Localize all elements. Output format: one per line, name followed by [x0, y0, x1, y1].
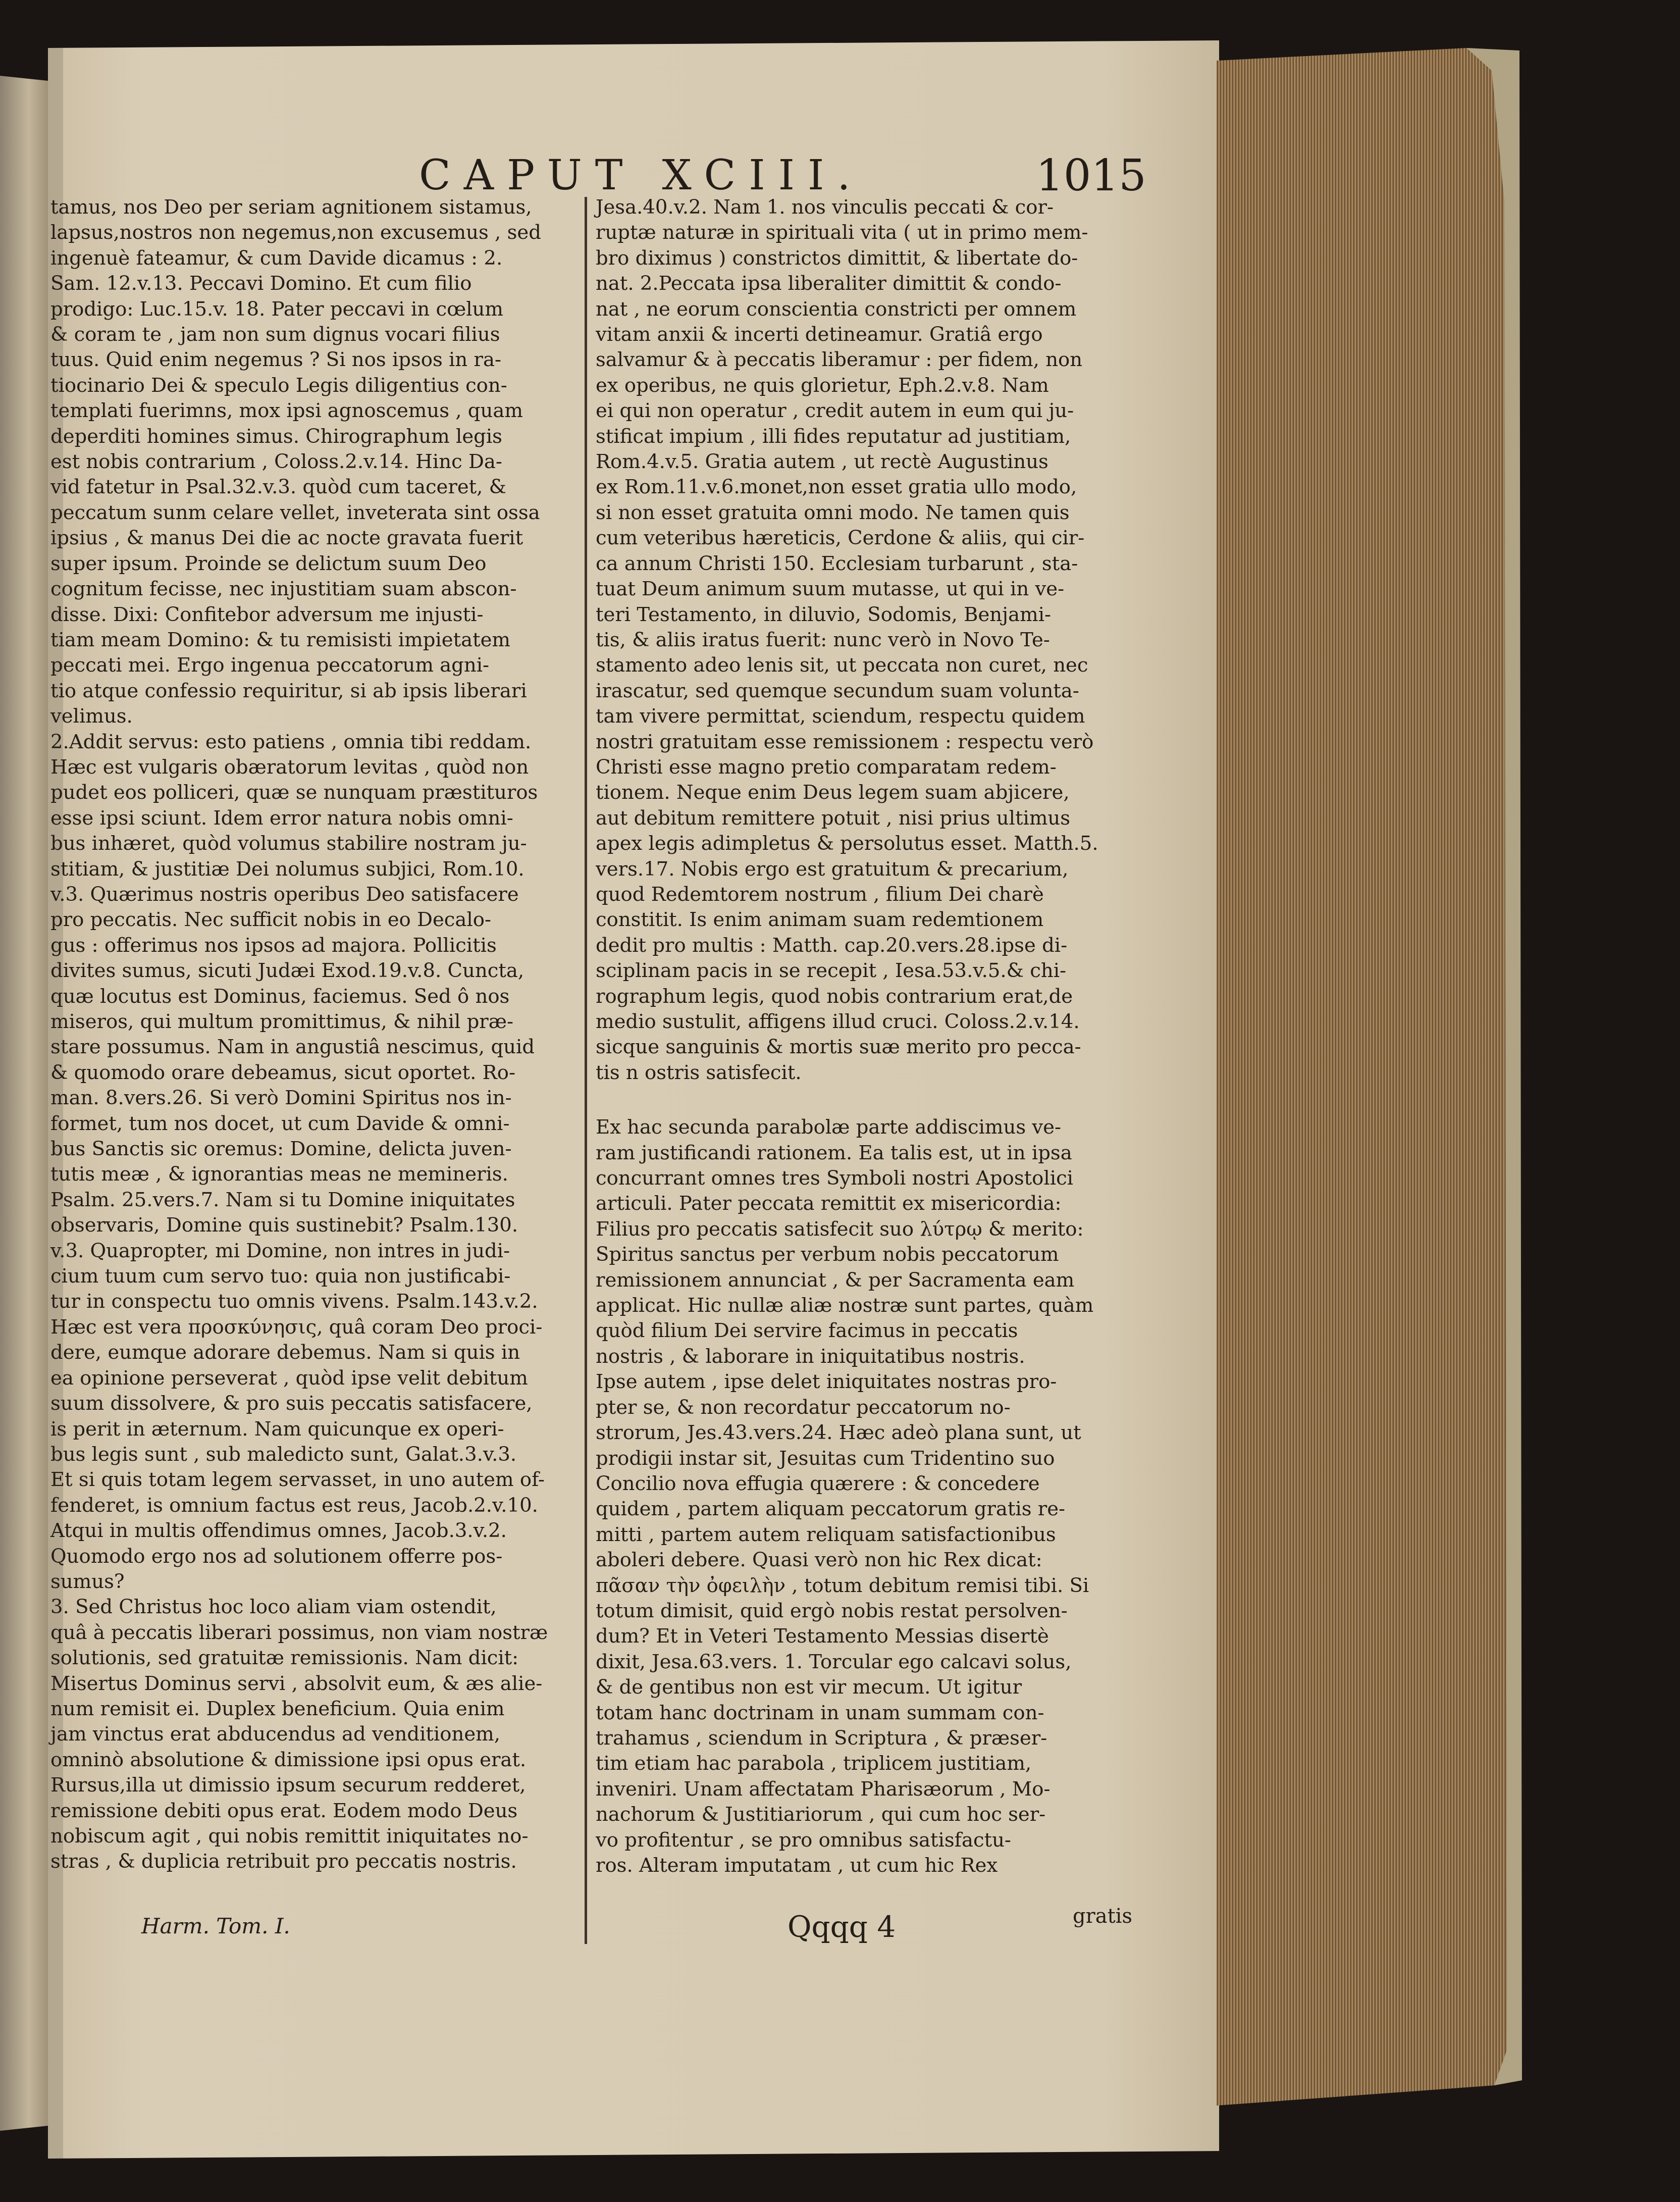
- text-line: pro peccatis. Nec sufficit nobis in eo Decalo-: [50, 908, 491, 932]
- text-line: deperditi homines simus. Chirographum legis: [50, 425, 502, 448]
- text-line: formet, tum nos docet, ut cum Davide & omni-: [50, 1112, 510, 1135]
- text-line: tuat Deum animum suum mutasse, ut qui in ve-: [596, 578, 1065, 601]
- text-line: nat. 2.Peccata ipsa liberaliter dimittit & condo-: [596, 272, 1062, 295]
- text-line: Sam. 12.v.13. Peccavi Domino. Et cum filio: [50, 272, 472, 295]
- text-line: nostri gratuitam esse remissionem : respectu verò: [596, 730, 1094, 753]
- text-line: nachorum & Justitiariorum , qui cum hoc ser-: [596, 1803, 1046, 1826]
- text-line: super ipsum. Proinde se delictum suum Deo: [50, 552, 487, 575]
- text-line: Jesa.40.v.2. Nam 1. nos vinculis peccati & cor-: [596, 196, 1054, 219]
- text-line: suum dissolvere, & pro suis peccatis satisfacere,: [50, 1392, 533, 1415]
- text-line: Spiritus sanctus per verbum nobis peccatorum: [596, 1243, 1059, 1266]
- text-line: Hæc est vera προσκύνησις, quâ coram Deo proci-: [50, 1315, 543, 1339]
- text-line: prodigii instar sit, Jesuitas cum Tridentino suo: [596, 1447, 1055, 1470]
- text-line: tiam meam Domino: & tu remisisti impietatem: [50, 628, 510, 651]
- text-line: est nobis contrarium , Coloss.2.v.14. Hinc Da-: [50, 450, 502, 474]
- text-line: cium tuum cum servo tuo: quia non justificabi-: [50, 1265, 511, 1288]
- text-line: cognitum fecisse, nec injustitiam suam abscon-: [50, 578, 517, 601]
- text-line: tis, & aliis iratus fuerit: nunc verò in Novo Te-: [596, 628, 1050, 651]
- text-line: totum dimisit, quid ergò nobis restat persolven-: [596, 1599, 1068, 1622]
- text-line: sciplinam pacis in se recepit , Iesa.53.v.5.& chi-: [596, 959, 1067, 983]
- text-line: observaris, Domine quis sustinebit? Psalm.130.: [50, 1214, 518, 1237]
- text-line: stras , & duplicia retribuit pro peccatis nostris.: [50, 1850, 517, 1873]
- right-text-column: [596, 195, 1118, 1878]
- text-line: teri Testamento, in diluvio, Sodomis, Benjami-: [596, 603, 1052, 626]
- text-line: ipsius , & manus Dei die ac nocte gravata fuerit: [50, 527, 523, 550]
- text-line: bus legis sunt , sub maledicto sunt, Galat.3.v.3.: [50, 1443, 517, 1466]
- text-line: Ipse autem , ipse delet iniquitates nostras pro-: [596, 1370, 1057, 1394]
- text-line: rographum legis, quod nobis contrarium erat,de: [596, 985, 1073, 1008]
- text-line: quæ locutus est Dominus, faciemus. Sed ô nos: [50, 985, 510, 1008]
- text-line: nobiscum agit , qui nobis remittit iniquitates no-: [50, 1825, 529, 1848]
- text-line: & coram te , jam non sum dignus vocari filius: [50, 323, 500, 346]
- text-line: remissione debiti opus erat. Eodem modo Deus: [50, 1799, 518, 1822]
- text-line: v.3. Quærimus nostris operibus Deo satisfacere: [50, 883, 519, 906]
- text-line: & quomodo orare debeamus, sicut oportet. Ro-: [50, 1061, 515, 1084]
- text-line: pter se, & non recordatur peccatorum no-: [596, 1396, 1011, 1419]
- text-line: Rom.4.v.5. Gratia autem , ut rectè Augustinus: [596, 450, 1048, 474]
- text-line: remissionem annunciat , & per Sacramenta eam: [596, 1268, 1075, 1292]
- catchword: gratis: [1073, 1905, 1132, 1928]
- text-line: si non esset gratuita omni modo. Ne tamen quis: [596, 501, 1070, 524]
- text-line: solutionis, sed gratuitæ remissionis. Nam dicit:: [50, 1647, 519, 1670]
- text-line: disse. Dixi: Confitebor adversum me injusti-: [50, 603, 484, 626]
- text-line: quod Redemtorem nostrum , filium Dei charè: [596, 883, 1044, 906]
- text-line: tis n ostris satisfecit.: [596, 1061, 802, 1084]
- text-line: aut debitum remittere potuit , nisi prius ultimus: [596, 806, 1071, 830]
- text-line: vitam anxii & incerti detineamur. Gratiâ ergo: [596, 323, 1043, 346]
- text-line: templati fuerimns, mox ipsi agnoscemus , quam: [50, 399, 523, 423]
- text-line: Atqui in multis offendimus omnes, Jacob.3.v.2.: [50, 1519, 507, 1543]
- text-line: vers.17. Nobis ergo est gratuitum & precarium,: [596, 857, 1069, 881]
- text-line: dixit, Jesa.63.vers. 1. Torcular ego calcavi solus,: [596, 1650, 1072, 1673]
- text-line: 2.Addit servus: esto patiens , omnia tibi reddam.: [50, 730, 532, 753]
- text-line: quâ à peccatis liberari possimus, non viam nostræ: [50, 1621, 548, 1644]
- text-line: quòd filium Dei servire facimus in peccatis: [596, 1319, 1018, 1343]
- text-line: dedit pro multis : Matth. cap.20.vers.28.ipse di-: [596, 934, 1068, 957]
- text-line: ca annum Christi 150. Ecclesiam turbarunt , sta-: [596, 552, 1078, 575]
- text-line: ei qui non operatur , credit autem in eum qui ju-: [596, 399, 1074, 423]
- text-line: bus inhæret, quòd volumus stabilire nostram ju-: [50, 832, 527, 855]
- text-line: dum? Et in Veteri Testamento Messias disertè: [596, 1625, 1049, 1648]
- text-line: πᾶσαν τὴν ὀφειλὴν , totum debitum remisi tibi. Si: [596, 1574, 1089, 1597]
- text-line: Concilio nova effugia quærere : & concedere: [596, 1472, 1040, 1495]
- text-line: 3. Sed Christus hoc loco aliam viam ostendit,: [50, 1596, 497, 1619]
- text-line: totam hanc doctrinam in unam summam con-: [596, 1701, 1044, 1724]
- text-line: irascatur, sed quemque secundum suam volunta-: [596, 679, 1079, 702]
- text-line: applicat. Hic nullæ aliæ nostræ sunt partes, quàm: [596, 1294, 1094, 1317]
- text-line: sicque sanguinis & mortis suæ merito pro pecca-: [596, 1036, 1081, 1059]
- text-line: tutis meæ , & ignorantias meas ne memineris.: [50, 1163, 508, 1186]
- text-line: Rursus,illa ut dimissio ipsum securum redderet,: [50, 1774, 526, 1797]
- text-line: esse ipsi sciunt. Idem error natura nobis omni-: [50, 806, 513, 830]
- text-line: articuli. Pater peccata remittit ex misericordia:: [596, 1192, 1062, 1215]
- text-line: pudet eos polliceri, quæ se nunquam præstituros: [50, 781, 538, 804]
- text-line: bro diximus ) constrictos dimittit, & libertate do-: [596, 246, 1078, 270]
- paragraph-break: [596, 1086, 1118, 1115]
- right-column-paragraph-2: [596, 1115, 1118, 1878]
- text-line: miseros, qui multum promittimus, & nihil præ-: [50, 1010, 514, 1033]
- text-line: tamus, nos Deo per seriam agnitionem sistamus,: [50, 196, 532, 219]
- text-line: Ex hac secunda parabolæ parte addiscimus ve-: [596, 1116, 1062, 1139]
- text-line: tur in conspectu tuo omnis vivens. Psalm.143.v.2.: [50, 1290, 538, 1313]
- text-line: Christi esse magno pretio comparatam redem-: [596, 755, 1057, 779]
- text-line: peccatum sunm celare vellet, inveterata sint ossa: [50, 501, 540, 524]
- text-line: ram justificandi rationem. Ea talis est, ut in ipsa: [596, 1141, 1072, 1164]
- text-line: salvamur & à peccatis liberamur : per fidem, non: [596, 348, 1083, 372]
- text-line: ros. Alteram imputatam , ut cum hic Rex: [596, 1854, 998, 1877]
- volume-footer: Harm. Tom. I.: [141, 1914, 290, 1938]
- right-column-paragraph-1: [596, 195, 1118, 1086]
- text-line: lapsus,nostros non negemus,non excusemus , sed: [50, 221, 541, 244]
- text-line: vid fatetur in Psal.32.v.3. quòd cum taceret, &: [50, 476, 507, 499]
- text-line: tim etiam hac parabola , triplicem justitiam,: [596, 1752, 1032, 1775]
- text-line: Psalm. 25.vers.7. Nam si tu Domine iniquitates: [50, 1188, 515, 1211]
- text-line: strorum, Jes.43.vers.24. Hæc adeò plana sunt, ut: [596, 1421, 1081, 1445]
- text-line: stare possumus. Nam in angustiâ nescimus, quid: [50, 1036, 535, 1059]
- text-line: is perit in æternum. Nam quicunque ex operi-: [50, 1417, 504, 1441]
- text-line: & de gentibus non est vir mecum. Ut igitur: [596, 1676, 1022, 1699]
- text-line: dere, eumque adorare debemus. Nam si quis in: [50, 1341, 520, 1364]
- text-line: Hæc est vulgaris obæratorum levitas , quòd non: [50, 755, 529, 779]
- text-line: medio sustulit, affigens illud cruci. Coloss.2.v.14.: [596, 1010, 1080, 1033]
- text-line: cum veteribus hæreticis, Cerdone & aliis, qui cir-: [596, 527, 1085, 550]
- text-line: sumus?: [50, 1570, 125, 1593]
- text-line: gus : offerimus nos ipsos ad majora. Pollicitis: [50, 934, 497, 957]
- text-line: vo profitentur , se pro omnibus satisfactu-: [596, 1828, 1011, 1852]
- text-line: Et si quis totam legem servasset, in uno autem of-: [50, 1468, 545, 1492]
- running-title: CAPUT XCIII.: [419, 151, 864, 199]
- text-line: omninò absolutione & dimissione ipsi opus erat.: [50, 1748, 527, 1771]
- text-line: constitit. Is enim animam suam redemtionem: [596, 908, 1044, 932]
- signature-mark: Qqqq 4: [788, 1910, 896, 1944]
- text-line: man. 8.vers.26. Si verò Domini Spiritus nos in-: [50, 1087, 512, 1110]
- text-line: stificat impium , illi fides reputatur ad justitiam,: [596, 425, 1071, 448]
- text-line: concurrant omnes tres Symboli nostri Apostolici: [596, 1167, 1074, 1190]
- text-line: tuus. Quid enim negemus ? Si nos ipsos in ra-: [50, 348, 501, 372]
- text-line: Filius pro peccatis satisfecit suo λύτρῳ & merito:: [596, 1217, 1084, 1241]
- text-line: bus Sanctis sic oremus: Domine, delicta juven-: [50, 1138, 512, 1161]
- text-line: apex legis adimpletus & persolutus esset. Matth.5.: [596, 832, 1098, 855]
- text-line: velimus.: [50, 705, 133, 728]
- text-line: ingenuè fateamur, & cum Davide dicamus : 2.: [50, 246, 503, 270]
- text-line: divites sumus, sicuti Judæi Exod.19.v.8. Cuncta,: [50, 959, 524, 983]
- text-line: stamento adeo lenis sit, ut peccata non curet, nec: [596, 654, 1088, 677]
- text-line: peccati mei. Ergo ingenua peccatorum agni-: [50, 654, 490, 677]
- text-line: v.3. Quapropter, mi Domine, non intres in judi-: [50, 1239, 510, 1262]
- text-line: fenderet, is omnium factus est reus, Jacob.2.v.10.: [50, 1494, 538, 1517]
- text-line: ex operibus, ne quis glorietur, Eph.2.v.8. Nam: [596, 374, 1049, 397]
- text-line: prodigo: Luc.15.v. 18. Pater peccavi in cœlum: [50, 297, 503, 321]
- text-line: ruptæ naturæ in spirituali vita ( ut in primo mem-: [596, 221, 1088, 244]
- text-line: inveniri. Unam affectatam Pharisæorum , Mo-: [596, 1777, 1051, 1801]
- text-line: stitiam, & justitiæ Dei nolumus subjici, Rom.10.: [50, 857, 524, 881]
- left-text-column: [50, 195, 581, 1875]
- text-line: Quomodo ergo nos ad solutionem offerre pos-: [50, 1545, 503, 1568]
- text-line: num remisit ei. Duplex beneficium. Quia enim: [50, 1697, 505, 1720]
- text-line: aboleri debere. Quasi verò non hic Rex dicat:: [596, 1549, 1042, 1572]
- text-line: tam vivere permittat, sciendum, respectu quidem: [596, 705, 1085, 728]
- text-line: quidem , partem aliquam peccatorum gratis re-: [596, 1498, 1066, 1521]
- text-line: nat , ne eorum conscientia constricti per omnem: [596, 297, 1077, 321]
- text-line: Misertus Dominus servi , absolvit eum, & æs alie-: [50, 1672, 543, 1695]
- text-line: tio atque confessio requiritur, si ab ipsis liberari: [50, 679, 527, 702]
- text-line: nostris , & laborare in iniquitatibus nostris.: [596, 1345, 1025, 1368]
- text-line: jam vinctus erat abducendus ad venditionem,: [50, 1723, 501, 1746]
- text-line: mitti , partem autem reliquam satisfactionibus: [596, 1523, 1056, 1546]
- page-number: 1015: [1036, 150, 1146, 201]
- text-line: ex Rom.11.v.6.monet,non esset gratia ullo modo,: [596, 476, 1077, 499]
- text-line: trahamus , sciendum in Scriptura , & præser-: [596, 1726, 1047, 1750]
- text-line: tionem. Neque enim Deus legem suam abjicere,: [596, 781, 1070, 804]
- text-line: tiocinario Dei & speculo Legis diligentius con-: [50, 374, 507, 397]
- text-line: ea opinione perseverat , quòd ipse velit debitum: [50, 1366, 528, 1390]
